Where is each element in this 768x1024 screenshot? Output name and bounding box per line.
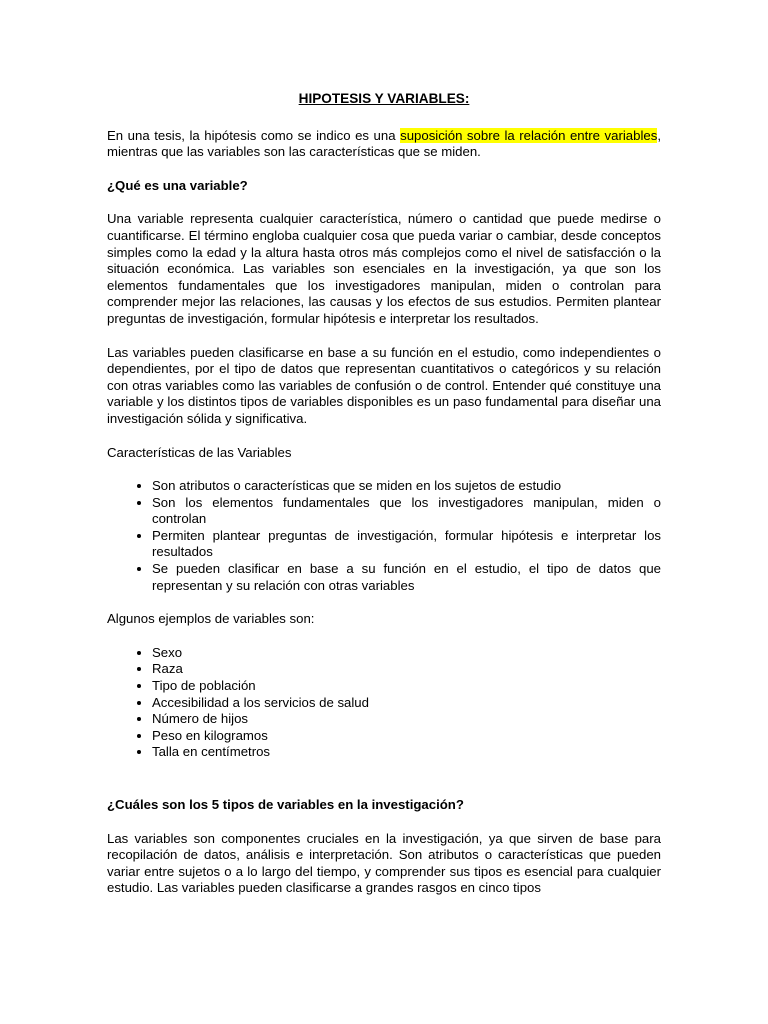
intro-text-before: En una tesis, la hipótesis como se indico es una bbox=[107, 127, 401, 143]
document-title: HIPOTESIS Y VARIABLES: bbox=[298, 91, 470, 106]
list-item: • Son los elementos fundamentales que los investigadores manipulan, miden o controlan bbox=[152, 495, 661, 528]
vertical-spacer bbox=[107, 761, 661, 797]
question-what-is-variable: ¿Qué es una variable? bbox=[107, 177, 248, 193]
list-item: • Raza bbox=[152, 661, 661, 678]
examples-list bbox=[107, 645, 661, 761]
list-item: • Talla en centímetros bbox=[152, 744, 661, 761]
list-item: • Número de hijos bbox=[152, 711, 661, 728]
paragraph-classification: Las variables pueden clasificarse en base a su función en el estudio, como independientes o dependientes, por el tipo de datos que representan cuantitativos o categóricos y su relación con otras variables como las variables de confusión o de control. Entender qué constituye una variable y los distintos tipos de variables disponibles es un paso fundamental para diseñar una investigación sólida y significativa. bbox=[107, 344, 661, 426]
list-item: • Accesibilidad a los servicios de salud bbox=[152, 695, 661, 712]
intro-text-after: , mientras que las variables son las características que se miden. bbox=[107, 127, 661, 160]
intro-paragraph bbox=[107, 128, 661, 161]
paragraph-definition: Una variable representa cualquier característica, número o cantidad que puede medirse o cuantificarse. El término engloba cualquier cosa que pueda variar o cambiar, desde conceptos simples como la edad y la altura hasta otros más complejos como el nivel de satisfacción o la situación económica. Las variables son esenciales en la investigación, ya que son los elementos fundamentales que los investigadores manipulan, miden o controlan para comprender mejor las relaciones, las causas y los efectos de sus estudios. Permiten plantear preguntas de investigación, formular hipótesis e interpretar los resultados. bbox=[107, 211, 661, 326]
list-item: • Son atributos o características que se miden en los sujetos de estudio bbox=[152, 478, 661, 495]
characteristics-heading: Características de las Variables bbox=[107, 444, 292, 460]
list-item: • Sexo bbox=[152, 645, 661, 662]
list-item: • Se pueden clasificar en base a su función en el estudio, el tipo de datos que representan y su relación con otras variables bbox=[152, 561, 661, 594]
characteristics-list bbox=[107, 478, 661, 594]
list-item: • Peso en kilogramos bbox=[152, 728, 661, 745]
examples-heading: Algunos ejemplos de variables son: bbox=[107, 611, 315, 627]
question-five-types: ¿Cuáles son los 5 tipos de variables en la investigación? bbox=[107, 797, 464, 812]
paragraph-five-types: Las variables son componentes cruciales en la investigación, ya que sirven de base para recopilación de datos, análisis e interpretación. Son atributos o características que pueden variar entre sujetos o a lo largo del tiempo, y comprender sus tipos es esencial para cualquier estudio. Las variables pueden clasificarse a grandes rasgos en cinco tipos bbox=[107, 830, 661, 896]
highlighted-text: suposición sobre la relación entre variables bbox=[400, 127, 658, 143]
list-item: • Tipo de población bbox=[152, 678, 661, 695]
list-item: • Permiten plantear preguntas de investigación, formular hipótesis e interpretar los resultados bbox=[152, 528, 661, 561]
